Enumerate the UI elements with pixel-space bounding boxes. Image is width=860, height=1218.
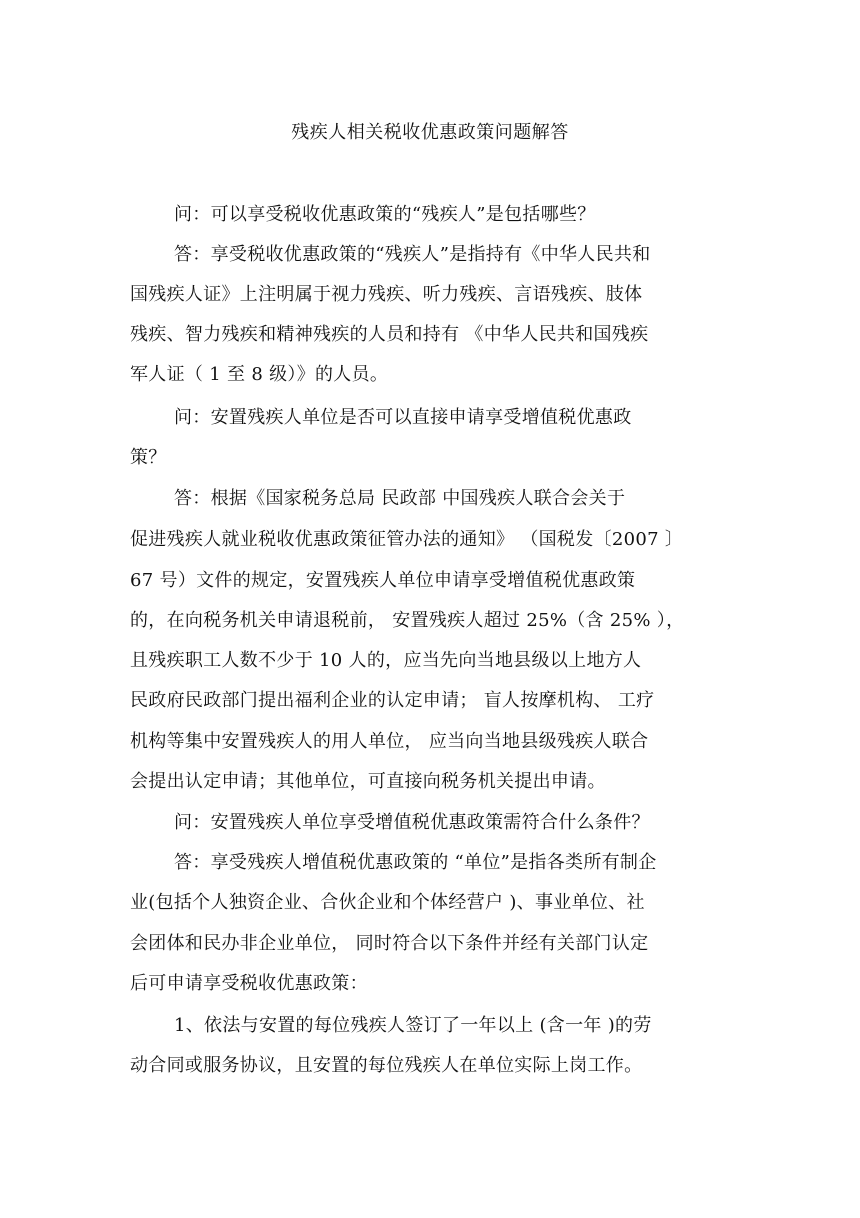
paragraph-line: 军人证（ 1 至 8 级）》的人员。 [130, 364, 389, 385]
paragraph-line: 的，在向税务机关申请退税前， 安置残疾人超过 25%（含 25% ）， [130, 610, 685, 631]
paragraph-line: 民政府民政部门提出福利企业的认定申请； 盲人按摩机构、 工疗 [130, 690, 655, 711]
paragraph-line: 促进残疾人就业税收优惠政策征管办法的通知》 （国税发〔2007 〕 [130, 529, 684, 550]
paragraph-line: 67 号）文件的规定，安置残疾人单位申请享受增值税优惠政策 [130, 570, 636, 591]
paragraph-line: 问：安置残疾人单位享受增值税优惠政策需符合什么条件？ [174, 812, 650, 833]
paragraph-line: 答：享受税收优惠政策的“残疾人”是指持有《中华人民共和 [174, 244, 651, 265]
paragraph-line: 问：安置残疾人单位是否可以直接申请享受增值税优惠政 [174, 407, 632, 428]
paragraph-line: 国残疾人证》上注明属于视力残疾、听力残疾、言语残疾、肢体 [130, 284, 643, 305]
paragraph-line: 机构等集中安置残疾人的用人单位， 应当向当地县级残疾人联合 [130, 731, 649, 752]
paragraph-line: 问：可以享受税收优惠政策的“残疾人”是包括哪些？ [174, 204, 596, 225]
paragraph-line: 答：享受残疾人增值税优惠政策的 “单位”是指各类所有制企 [174, 852, 657, 873]
paragraph-line: 策？ [130, 447, 167, 468]
paragraph-line: 且残疾职工人数不少于 10 人的，应当先向当地县级以上地方人 [130, 650, 642, 671]
paragraph-line: 后可申请享受税收优惠政策： [130, 973, 368, 994]
paragraph-line: 1、依法与安置的每位残疾人签订了一年以上 (含一年 )的劳 [174, 1015, 652, 1036]
paragraph-line: 会提出认定申请；其他单位，可直接向税务机关提出申请。 [130, 771, 606, 792]
document-title: 残疾人相关税收优惠政策问题解答 [291, 122, 569, 143]
paragraph-line: 业(包括个人独资企业、合伙企业和个体经营户 )、事业单位、社 [130, 892, 645, 913]
paragraph-line: 残疾、智力残疾和精神残疾的人员和持有 《中华人民共和国残疾 [130, 324, 649, 345]
paragraph-line: 动合同或服务协议，且安置的每位残疾人在单位实际上岗工作。 [130, 1055, 643, 1076]
paragraph-line: 答：根据《国家税务总局 民政部 中国残疾人联合会关于 [174, 488, 626, 509]
paragraph-line: 会团体和民办非企业单位， 同时符合以下条件并经有关部门认定 [130, 933, 649, 954]
